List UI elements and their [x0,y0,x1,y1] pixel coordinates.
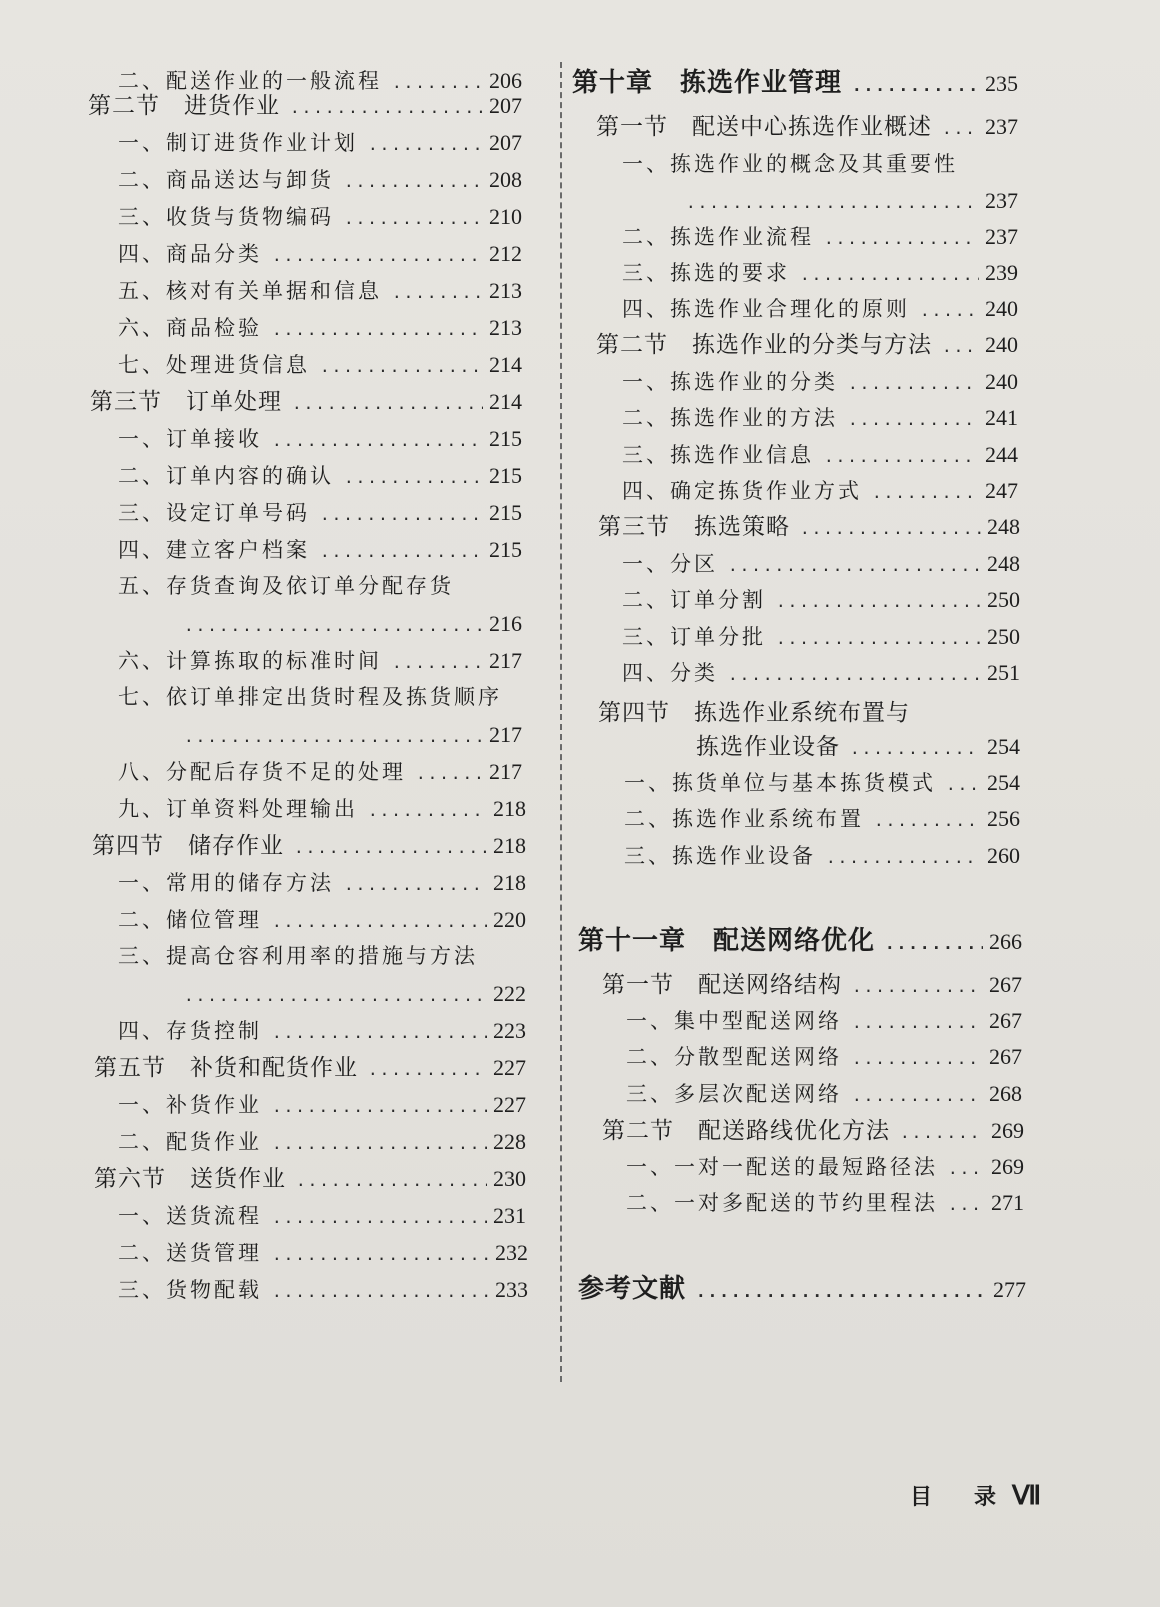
toc-left-entry [118,243,522,265]
toc-entry-title: 三、多层次配送网络 [626,1082,842,1106]
toc-dot-leader [852,1015,983,1031]
toc-entry-title: 一、拣选作业的概念及其重要性 [622,152,958,176]
toc-entry-page: 215 [489,463,522,488]
toc-dot-leader [368,1062,487,1078]
toc-entry-page: 239 [985,260,1018,285]
toc-left-entry [118,317,522,339]
toc-dot-leader [826,850,981,866]
toc-right-entry [598,516,1020,539]
toc-left-entry [118,354,522,376]
toc-entry-title: 参考文献 [578,1274,687,1304]
toc-entry-title: 二、拣选作业的方法 [622,406,838,430]
toc-entry-title: 一、一对一配送的最短路径法 [626,1155,938,1179]
toc-left-entry [118,872,526,894]
toc-entry-page: 230 [493,1166,526,1191]
toc-dot-leader [942,339,979,355]
toc-entry-page: 214 [489,389,522,414]
toc-entry-title: 一、拣选作业的分类 [622,370,838,394]
toc-dot-leader [392,75,483,91]
toc-dot-leader [392,285,483,301]
toc-entry-title: 三、拣选作业设备 [624,844,816,868]
toc-entry-page: 233 [495,1277,528,1302]
toc-dot-leader [824,231,979,247]
toc-dot-leader [320,544,483,560]
toc-entry-page: 222 [493,981,526,1006]
toc-dot-leader [272,1247,489,1263]
toc-entry-title: 第十一章 配送网络优化 [578,926,876,956]
toc-entry-title: 第一节 配送中心拣选作业概述 [596,114,932,140]
toc-entry-title: 一、常用的储存方法 [118,871,334,895]
toc-dot-leader [272,1025,487,1041]
toc-entry-title: 二、拣选作业流程 [622,225,814,249]
toc-entry-title: 九、订单资料处理输出 [118,797,358,821]
toc-entry-page: 218 [493,796,526,821]
toc-dot-leader [776,594,981,610]
toc-left-entry [118,1094,526,1116]
toc-left-entry [118,206,522,228]
toc-dot-leader [852,78,979,94]
toc-left-entry [118,70,522,92]
toc-entry-page: 212 [489,241,522,266]
toc-dot-leader [686,195,979,211]
toc-entry-page: 227 [493,1055,526,1080]
toc-entry-page: 207 [489,93,522,118]
toc-entry-title: 二、配货作业 [118,1130,262,1154]
toc-entry-title: 第三节 拣选策略 [598,514,790,540]
toc-left-entry [118,909,526,931]
toc-right-entry [602,974,1022,997]
toc-dot-leader [696,1284,987,1300]
toc-dot-leader [320,359,483,375]
toc-entry-page: 215 [489,537,522,562]
toc-entry-page: 213 [489,315,522,340]
toc-entry-title: 四、分类 [622,661,718,685]
toc-dot-leader [344,174,483,190]
toc-dot-leader [272,914,487,930]
toc-entry-title: 第四节 储存作业 [92,833,284,859]
page-footer [910,1480,1041,1511]
toc-entry-page: 269 [991,1154,1024,1179]
toc-entry-title: 三、拣选作业信息 [622,443,814,467]
toc-entry-title: 七、处理进货信息 [118,353,310,377]
toc-entry-page: 213 [489,278,522,303]
toc-entry-title: 三、收货与货物编码 [118,205,334,229]
toc-right-entry [626,1046,1022,1068]
toc-dot-leader [942,121,979,137]
toc-entry-page: 250 [987,624,1020,649]
toc-dot-leader [184,988,487,1004]
toc-dot-leader [848,376,979,392]
toc-entry-page: 208 [489,167,522,192]
toc-entry-title: 一、拣货单位与基本拣货模式 [624,771,936,795]
toc-dot-leader [344,470,483,486]
toc-entry-title: 第五节 补货和配货作业 [94,1055,358,1081]
toc-dot-leader [872,485,979,501]
toc-entry-page: 240 [985,369,1018,394]
toc-left-entry [118,798,526,820]
toc-entry-page: 223 [493,1018,526,1043]
toc-entry-page: 214 [489,352,522,377]
toc-right-entry [596,116,1018,139]
toc-right-entry [622,226,1018,248]
toc-dot-leader [272,1099,487,1115]
toc-entry-title: 二、送货管理 [118,1241,262,1265]
toc-left-entry [118,1205,526,1227]
toc-left-entry [118,761,522,783]
toc-dot-leader [344,877,487,893]
toc-dot-leader [920,303,979,319]
toc-entry-page: 210 [489,204,522,229]
toc-entry-page: 254 [987,734,1020,759]
toc-entry-title: 第六节 送货作业 [94,1166,286,1192]
toc-dot-leader [368,803,487,819]
toc-entry-title: 第四节 拣选作业系统布置与 [598,700,910,726]
toc-dot-leader [292,396,483,412]
toc-entry-page: 250 [987,587,1020,612]
toc-right-entry [578,1276,1026,1302]
toc-entry-page: 220 [493,907,526,932]
toc-dot-leader [874,813,981,829]
toc-entry-title: 一、订单接收 [118,427,262,451]
toc-dot-leader [948,1197,985,1213]
toc-entry-title: 二、订单内容的确认 [118,464,334,488]
toc-entry-title: 二、一对多配送的节约里程法 [626,1191,938,1215]
toc-left-entry [90,391,522,414]
toc-entry-title: 六、计算拣取的标准时间 [118,649,382,673]
toc-right-entry [624,845,1020,867]
toc-entry-title: 一、补货作业 [118,1093,262,1117]
toc-entry-page: 218 [493,870,526,895]
toc-entry-page: 248 [987,514,1020,539]
toc-right-entry [622,444,1018,466]
toc-dot-leader [184,729,483,745]
toc-right-entry [624,808,1020,830]
toc-entry-title: 拣选作业设备 [696,734,840,760]
toc-entry-title: 六、商品检验 [118,316,262,340]
toc-entry-title: 七、依订单排定出货时程及拣货顺序 [118,685,502,709]
toc-entry-page: 237 [985,114,1018,139]
toc-dot-leader [272,1210,487,1226]
toc-entry-page: 248 [987,551,1020,576]
toc-entry-page: 237 [985,224,1018,249]
toc-dot-leader [728,667,981,683]
toc-entry-title: 一、集中型配送网络 [626,1009,842,1033]
toc-entry-page: 254 [987,770,1020,795]
toc-right-entry [626,1083,1022,1105]
toc-dot-leader [852,979,983,995]
toc-entry-page: 267 [989,1008,1022,1033]
toc-entry-page: 269 [991,1118,1024,1143]
toc-dot-leader [850,741,981,757]
toc-entry-title: 第二节 拣选作业的分类与方法 [596,332,932,358]
toc-dot-leader [290,100,483,116]
toc-dot-leader [272,1136,487,1152]
toc-entry-page: 235 [985,71,1018,96]
toc-left-entry [118,1279,528,1301]
toc-entry-title: 一、分区 [622,552,718,576]
footer-label: 目 录 [910,1485,1007,1510]
toc-dot-leader [824,449,979,465]
toc-entry-title: 二、分散型配送网络 [626,1045,842,1069]
toc-entry-page: 231 [493,1203,526,1228]
toc-right-entry [622,480,1018,502]
toc-entry-title: 三、货物配载 [118,1278,262,1302]
toc-entry-title: 八、分配后存货不足的处理 [118,760,406,784]
toc-left-entry [118,1020,526,1042]
toc-entry-page: 216 [489,611,522,636]
toc-entry-page: 241 [985,405,1018,430]
toc-right-entry [572,70,1018,96]
toc-left-entry [118,502,522,524]
toc-right-entry [622,262,1018,284]
toc-left-entry [118,169,522,191]
toc-left-entry [118,687,522,708]
toc-entry-page: 244 [985,442,1018,467]
toc-dot-leader [852,1051,983,1067]
toc-dot-leader [272,248,483,264]
toc-entry-title: 五、存货查询及依订单分配存货 [118,574,454,598]
toc-entry-title: 第三节 订单处理 [90,389,282,415]
toc-entry-title: 第二节 配送路线优化方法 [602,1118,890,1144]
toc-right-entry [626,1010,1022,1032]
toc-entry-title: 二、拣选作业系统布置 [624,807,864,831]
toc-entry-title: 三、设定订单号码 [118,501,310,525]
toc-dot-leader [728,558,981,574]
toc-entry-page: 215 [489,500,522,525]
toc-right-entry [622,662,1020,684]
toc-right-entry [626,1156,1024,1178]
toc-entry-page: 267 [989,972,1022,997]
toc-dot-leader [776,631,981,647]
toc-left-entry [118,946,526,967]
toc-entry-page: 240 [985,332,1018,357]
toc-entry-page: 267 [989,1044,1022,1069]
toc-entry-title: 第一节 配送网络结构 [602,972,842,998]
toc-entry-page: 217 [489,648,522,673]
toc-left-entry [118,1131,526,1153]
toc-dot-leader [800,267,979,283]
toc-left-entry [88,95,522,118]
toc-left-entry [118,465,522,487]
toc-entry-title: 三、订单分批 [622,625,766,649]
toc-right-entry [622,589,1020,611]
toc-left-entry [184,724,522,746]
toc-dot-leader [948,1161,985,1177]
toc-entry-page: 247 [985,478,1018,503]
toc-right-entry [598,702,1020,725]
toc-entry-page: 251 [987,660,1020,685]
toc-left-entry [118,280,522,302]
toc-entry-title: 第二节 进货作业 [88,93,280,119]
toc-right-entry [622,407,1018,429]
toc-dot-leader [296,1173,487,1189]
toc-entry-title: 四、建立客户档案 [118,538,310,562]
toc-right-entry [622,371,1018,393]
toc-left-entry [94,1168,526,1191]
toc-entry-page: 260 [987,843,1020,868]
toc-dot-leader [272,1284,489,1300]
toc-left-entry [118,650,522,672]
toc-dot-leader [800,521,981,537]
toc-entry-page: 227 [493,1092,526,1117]
toc-entry-title: 一、制订进货作业计划 [118,131,358,155]
toc-entry-page: 217 [489,722,522,747]
toc-left-entry [92,835,526,858]
toc-right-entry [696,736,1020,759]
toc-left-entry [184,983,526,1005]
toc-entry-title: 二、订单分割 [622,588,766,612]
toc-entry-page: 277 [993,1277,1026,1302]
column-divider [560,62,562,1382]
toc-left-entry [118,576,522,597]
toc-entry-title: 四、确定拣货作业方式 [622,479,862,503]
toc-entry-title: 三、提高仓容利用率的措施与方法 [118,944,478,968]
toc-dot-leader [885,936,983,952]
toc-entry-page: 240 [985,296,1018,321]
toc-dot-leader [272,322,483,338]
toc-dot-leader [416,766,483,782]
toc-dot-leader [852,1088,983,1104]
toc-entry-page: 228 [493,1129,526,1154]
toc-entry-title: 四、商品分类 [118,242,262,266]
toc-entry-page: 266 [989,929,1022,954]
toc-entry-page: 206 [489,68,522,93]
toc-entry-title: 四、拣选作业合理化的原则 [622,297,910,321]
toc-dot-leader [320,507,483,523]
toc-dot-leader [900,1125,985,1141]
toc-left-entry [118,428,522,450]
toc-entry-title: 二、储位管理 [118,908,262,932]
toc-right-entry [686,190,1018,212]
toc-dot-leader [344,211,483,227]
toc-right-entry [622,298,1018,320]
toc-entry-title: 第十章 拣选作业管理 [572,68,843,98]
toc-left-entry [118,132,522,154]
toc-entry-title: 一、送货流程 [118,1204,262,1228]
toc-right-entry [602,1120,1024,1143]
toc-right-entry [596,334,1018,357]
toc-right-entry [622,626,1020,648]
toc-entry-page: 237 [985,188,1018,213]
toc-entry-title: 二、配送作业的一般流程 [118,69,382,93]
toc-entry-page: 268 [989,1081,1022,1106]
toc-dot-leader [294,840,487,856]
toc-entry-title: 三、拣选的要求 [622,261,790,285]
toc-dot-leader [272,433,483,449]
toc-right-entry [622,553,1020,575]
toc-entry-page: 218 [493,833,526,858]
toc-dot-leader [184,618,483,634]
toc-dot-leader [368,137,483,153]
toc-right-entry [578,928,1022,954]
toc-entry-title: 四、存货控制 [118,1019,262,1043]
toc-right-entry [626,1192,1024,1214]
toc-entry-page: 217 [489,759,522,784]
toc-dot-leader [848,412,979,428]
toc-left-entry [118,539,522,561]
toc-left-entry [94,1057,526,1080]
toc-entry-title: 五、核对有关单据和信息 [118,279,382,303]
toc-right-entry [624,772,1020,794]
toc-entry-page: 271 [991,1190,1024,1215]
toc-entry-page: 232 [495,1240,528,1265]
toc-entry-page: 207 [489,130,522,155]
toc-left-entry [118,1242,528,1264]
toc-right-entry [622,154,1018,175]
footer-page-number: Ⅶ [1012,1481,1042,1510]
toc-left-entry [184,613,522,635]
toc-entry-page: 215 [489,426,522,451]
toc-entry-title: 二、商品送达与卸货 [118,168,334,192]
toc-dot-leader [392,655,483,671]
toc-entry-page: 256 [987,806,1020,831]
toc-dot-leader [946,777,981,793]
